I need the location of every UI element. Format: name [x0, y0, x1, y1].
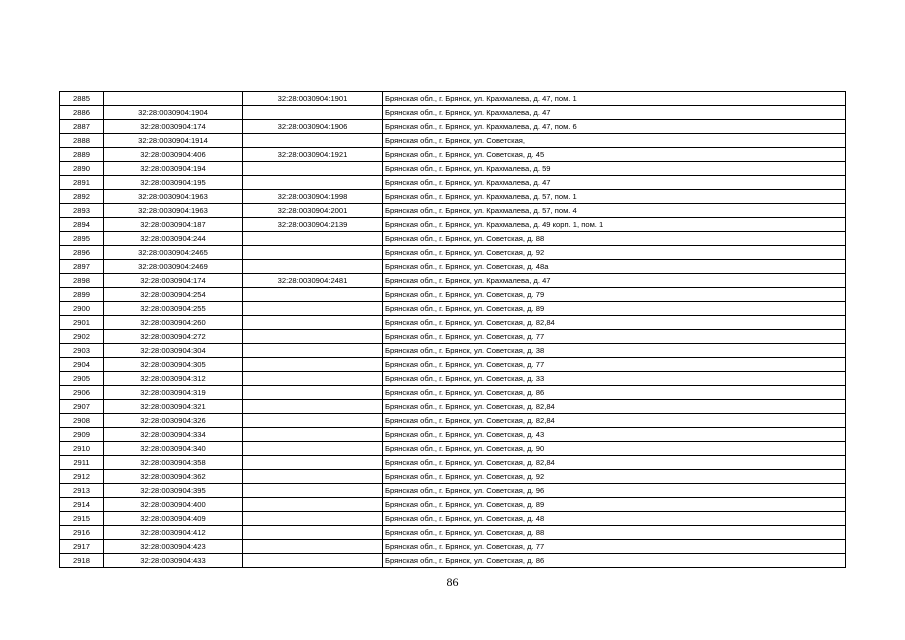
premises-cadastral-number-cell: 32:28:0030904:1906: [243, 120, 383, 134]
row-number-cell: 2917: [60, 540, 104, 554]
premises-cadastral-number-cell: [243, 442, 383, 456]
address-cell: Брянская обл., г. Брянск, ул. Советская, д. 77: [383, 330, 846, 344]
address-cell: Брянская обл., г. Брянск, ул. Крахмалева, д. 49 корп. 1, пом. 1: [383, 218, 846, 232]
cadastral-number-cell: 32:28:0030904:272: [104, 330, 243, 344]
table-row: [60, 526, 846, 540]
cadastral-number-cell: 32:28:0030904:1904: [104, 106, 243, 120]
address-cell: Брянская обл., г. Брянск, ул. Советская, д. 88: [383, 232, 846, 246]
cadastral-number-cell: 32:28:0030904:1914: [104, 134, 243, 148]
table-row: [60, 358, 846, 372]
table-row: [60, 498, 846, 512]
cadastral-number-cell: 32:28:0030904:195: [104, 176, 243, 190]
table-row: [60, 120, 846, 134]
address-cell: Брянская обл., г. Брянск, ул. Советская, д. 82,84: [383, 316, 846, 330]
row-number-cell: 2908: [60, 414, 104, 428]
cadastral-number-cell: 32:28:0030904:409: [104, 512, 243, 526]
row-number-cell: 2914: [60, 498, 104, 512]
table-row: [60, 288, 846, 302]
row-number-cell: 2910: [60, 442, 104, 456]
row-number-cell: 2918: [60, 554, 104, 568]
address-cell: Брянская обл., г. Брянск, ул. Советская, д. 88: [383, 526, 846, 540]
address-cell: Брянская обл., г. Брянск, ул. Советская, д. 45: [383, 148, 846, 162]
address-cell: Брянская обл., г. Брянск, ул. Крахмалева, д. 57, пом. 4: [383, 204, 846, 218]
table-row: [60, 204, 846, 218]
premises-cadastral-number-cell: [243, 414, 383, 428]
row-number-cell: 2887: [60, 120, 104, 134]
premises-cadastral-number-cell: [243, 372, 383, 386]
cadastral-number-cell: 32:28:0030904:423: [104, 540, 243, 554]
table-row: [60, 316, 846, 330]
address-cell: Брянская обл., г. Брянск, ул. Советская, д. 38: [383, 344, 846, 358]
premises-cadastral-number-cell: [243, 302, 383, 316]
table-row: [60, 176, 846, 190]
row-number-cell: 2895: [60, 232, 104, 246]
row-number-cell: 2903: [60, 344, 104, 358]
premises-cadastral-number-cell: 32:28:0030904:1901: [243, 92, 383, 106]
address-cell: Брянская обл., г. Брянск, ул. Советская, д. 89: [383, 498, 846, 512]
row-number-cell: 2888: [60, 134, 104, 148]
row-number-cell: 2894: [60, 218, 104, 232]
table-row: [60, 162, 846, 176]
table-row: [60, 386, 846, 400]
premises-cadastral-number-cell: [243, 456, 383, 470]
cadastral-number-cell: 32:28:0030904:194: [104, 162, 243, 176]
cadastral-number-cell: 32:28:0030904:244: [104, 232, 243, 246]
address-cell: Брянская обл., г. Брянск, ул. Советская, д. 86: [383, 386, 846, 400]
premises-cadastral-number-cell: [243, 176, 383, 190]
address-cell: Брянская обл., г. Брянск, ул. Советская, д. 89: [383, 302, 846, 316]
address-cell: Брянская обл., г. Брянск, ул. Советская, д. 48: [383, 512, 846, 526]
table-row: [60, 148, 846, 162]
cadastral-number-cell: 32:28:0030904:412: [104, 526, 243, 540]
table-row: [60, 330, 846, 344]
table-row: [60, 400, 846, 414]
row-number-cell: 2904: [60, 358, 104, 372]
cadastral-number-cell: 32:28:0030904:358: [104, 456, 243, 470]
table-row: [60, 470, 846, 484]
cadastral-number-cell: 32:28:0030904:174: [104, 274, 243, 288]
row-number-cell: 2892: [60, 190, 104, 204]
row-number-cell: 2913: [60, 484, 104, 498]
premises-cadastral-number-cell: 32:28:0030904:2001: [243, 204, 383, 218]
address-cell: Брянская обл., г. Брянск, ул. Советская, д. 82,84: [383, 456, 846, 470]
table-row: [60, 92, 846, 106]
row-number-cell: 2893: [60, 204, 104, 218]
table-row: [60, 190, 846, 204]
table-row: [60, 232, 846, 246]
cadastral-number-cell: 32:28:0030904:260: [104, 316, 243, 330]
premises-cadastral-number-cell: [243, 232, 383, 246]
premises-cadastral-number-cell: 32:28:0030904:1921: [243, 148, 383, 162]
address-cell: Брянская обл., г. Брянск, ул. Крахмалева, д. 47: [383, 106, 846, 120]
address-cell: Брянская обл., г. Брянск, ул. Советская, д. 79: [383, 288, 846, 302]
premises-cadastral-number-cell: [243, 484, 383, 498]
address-cell: Брянская обл., г. Брянск, ул. Советская,: [383, 134, 846, 148]
table-row: [60, 428, 846, 442]
table-row: [60, 540, 846, 554]
address-cell: Брянская обл., г. Брянск, ул. Крахмалева, д. 57, пом. 1: [383, 190, 846, 204]
premises-cadastral-number-cell: [243, 540, 383, 554]
cadastral-number-cell: 32:28:0030904:2469: [104, 260, 243, 274]
premises-cadastral-number-cell: [243, 526, 383, 540]
row-number-cell: 2906: [60, 386, 104, 400]
premises-cadastral-number-cell: [243, 288, 383, 302]
table-row: [60, 344, 846, 358]
table-row: [60, 274, 846, 288]
premises-cadastral-number-cell: [243, 106, 383, 120]
cadastral-table: [59, 91, 846, 568]
premises-cadastral-number-cell: [243, 246, 383, 260]
table-body: [60, 92, 846, 568]
table-row: [60, 372, 846, 386]
table-row: [60, 414, 846, 428]
premises-cadastral-number-cell: [243, 330, 383, 344]
address-cell: Брянская обл., г. Брянск, ул. Советская, д. 77: [383, 358, 846, 372]
address-cell: Брянская обл., г. Брянск, ул. Крахмалева, д. 47, пом. 1: [383, 92, 846, 106]
row-number-cell: 2899: [60, 288, 104, 302]
premises-cadastral-number-cell: 32:28:0030904:2139: [243, 218, 383, 232]
cadastral-number-cell: [104, 92, 243, 106]
cadastral-number-cell: 32:28:0030904:304: [104, 344, 243, 358]
cadastral-number-cell: 32:28:0030904:312: [104, 372, 243, 386]
cadastral-number-cell: 32:28:0030904:174: [104, 120, 243, 134]
premises-cadastral-number-cell: [243, 162, 383, 176]
cadastral-number-cell: 32:28:0030904:1963: [104, 204, 243, 218]
cadastral-number-cell: 32:28:0030904:187: [104, 218, 243, 232]
table-row: [60, 260, 846, 274]
premises-cadastral-number-cell: [243, 316, 383, 330]
address-cell: Брянская обл., г. Брянск, ул. Советская, д. 82,84: [383, 400, 846, 414]
cadastral-number-cell: 32:28:0030904:321: [104, 400, 243, 414]
row-number-cell: 2898: [60, 274, 104, 288]
cadastral-number-cell: 32:28:0030904:255: [104, 302, 243, 316]
address-cell: Брянская обл., г. Брянск, ул. Крахмалева, д. 47: [383, 176, 846, 190]
table-row: [60, 442, 846, 456]
address-cell: Брянская обл., г. Брянск, ул. Крахмалева, д. 47, пом. 6: [383, 120, 846, 134]
row-number-cell: 2890: [60, 162, 104, 176]
row-number-cell: 2911: [60, 456, 104, 470]
premises-cadastral-number-cell: [243, 554, 383, 568]
cadastral-number-cell: 32:28:0030904:305: [104, 358, 243, 372]
premises-cadastral-number-cell: [243, 260, 383, 274]
address-cell: Брянская обл., г. Брянск, ул. Советская, д. 86: [383, 554, 846, 568]
table-row: [60, 554, 846, 568]
row-number-cell: 2905: [60, 372, 104, 386]
cadastral-number-cell: 32:28:0030904:400: [104, 498, 243, 512]
row-number-cell: 2912: [60, 470, 104, 484]
address-cell: Брянская обл., г. Брянск, ул. Крахмалева, д. 47: [383, 274, 846, 288]
address-cell: Брянская обл., г. Брянск, ул. Советская, д. 92: [383, 470, 846, 484]
premises-cadastral-number-cell: [243, 428, 383, 442]
row-number-cell: 2889: [60, 148, 104, 162]
cadastral-number-cell: 32:28:0030904:406: [104, 148, 243, 162]
premises-cadastral-number-cell: 32:28:0030904:1998: [243, 190, 383, 204]
row-number-cell: 2891: [60, 176, 104, 190]
row-number-cell: 2886: [60, 106, 104, 120]
premises-cadastral-number-cell: [243, 400, 383, 414]
row-number-cell: 2900: [60, 302, 104, 316]
address-cell: Брянская обл., г. Брянск, ул. Советская, д. 82,84: [383, 414, 846, 428]
row-number-cell: 2907: [60, 400, 104, 414]
cadastral-number-cell: 32:28:0030904:334: [104, 428, 243, 442]
address-cell: Брянская обл., г. Брянск, ул. Советская, д. 43: [383, 428, 846, 442]
row-number-cell: 2896: [60, 246, 104, 260]
row-number-cell: 2902: [60, 330, 104, 344]
row-number-cell: 2915: [60, 512, 104, 526]
cadastral-number-cell: 32:28:0030904:362: [104, 470, 243, 484]
table-row: [60, 484, 846, 498]
premises-cadastral-number-cell: [243, 512, 383, 526]
row-number-cell: 2916: [60, 526, 104, 540]
cadastral-number-cell: 32:28:0030904:2465: [104, 246, 243, 260]
address-cell: Брянская обл., г. Брянск, ул. Советская, д. 96: [383, 484, 846, 498]
table-row: [60, 246, 846, 260]
page-number: 86: [446, 575, 459, 589]
row-number-cell: 2901: [60, 316, 104, 330]
row-number-cell: 2885: [60, 92, 104, 106]
table-row: [60, 218, 846, 232]
address-cell: Брянская обл., г. Брянск, ул. Советская, д. 48а: [383, 260, 846, 274]
cadastral-number-cell: 32:28:0030904:326: [104, 414, 243, 428]
address-cell: Брянская обл., г. Брянск, ул. Крахмалева, д. 59: [383, 162, 846, 176]
table-row: [60, 456, 846, 470]
premises-cadastral-number-cell: [243, 386, 383, 400]
cadastral-number-cell: 32:28:0030904:395: [104, 484, 243, 498]
address-cell: Брянская обл., г. Брянск, ул. Советская, д. 77: [383, 540, 846, 554]
table-row: [60, 302, 846, 316]
premises-cadastral-number-cell: [243, 134, 383, 148]
address-cell: Брянская обл., г. Брянск, ул. Советская, д. 92: [383, 246, 846, 260]
address-cell: Брянская обл., г. Брянск, ул. Советская, д. 33: [383, 372, 846, 386]
cadastral-number-cell: 32:28:0030904:319: [104, 386, 243, 400]
table-row: [60, 106, 846, 120]
cadastral-number-cell: 32:28:0030904:1963: [104, 190, 243, 204]
premises-cadastral-number-cell: [243, 344, 383, 358]
cadastral-number-cell: 32:28:0030904:254: [104, 288, 243, 302]
cadastral-number-cell: 32:28:0030904:433: [104, 554, 243, 568]
premises-cadastral-number-cell: [243, 358, 383, 372]
premises-cadastral-number-cell: 32:28:0030904:2481: [243, 274, 383, 288]
premises-cadastral-number-cell: [243, 470, 383, 484]
row-number-cell: 2897: [60, 260, 104, 274]
table-row: [60, 512, 846, 526]
address-cell: Брянская обл., г. Брянск, ул. Советская, д. 90: [383, 442, 846, 456]
premises-cadastral-number-cell: [243, 498, 383, 512]
cadastral-number-cell: 32:28:0030904:340: [104, 442, 243, 456]
row-number-cell: 2909: [60, 428, 104, 442]
table-row: [60, 134, 846, 148]
